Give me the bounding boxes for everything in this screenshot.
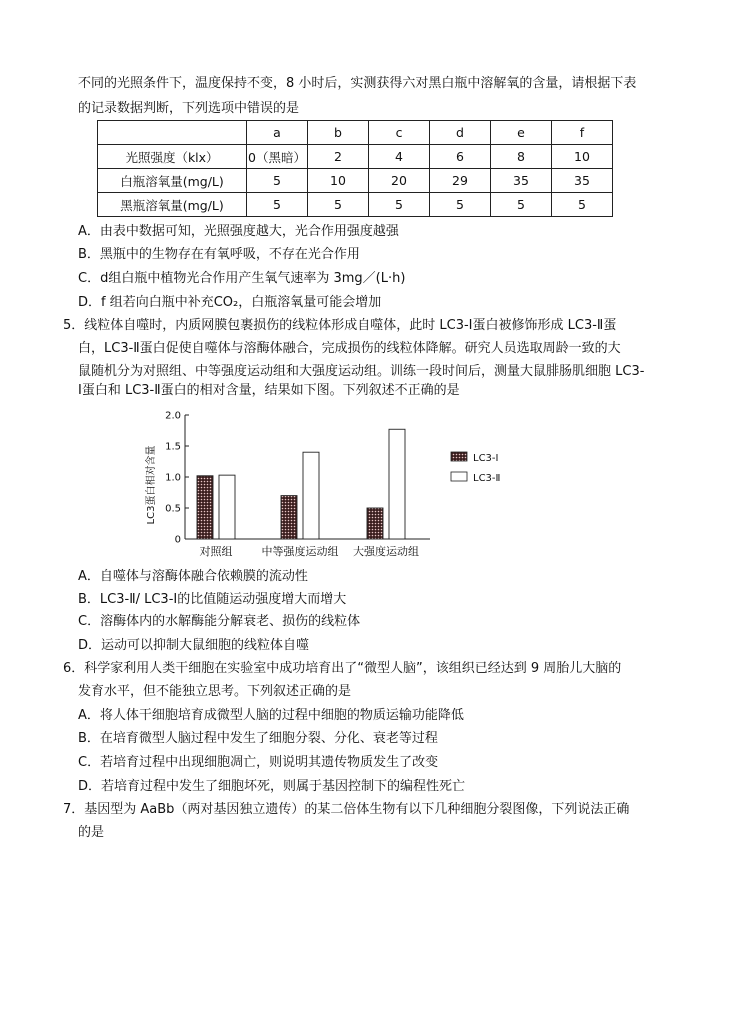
- table-cell: 10: [308, 169, 369, 193]
- legend-swatch-lc3-2: [451, 472, 467, 481]
- table-cell: 10: [552, 145, 613, 169]
- q4-stem-line-2: 的记录数据判断，下列选项中错误的是: [78, 101, 300, 116]
- legend-label-lc3-2: LC3-Ⅱ: [473, 473, 501, 484]
- table-cell: 光照强度（klx）: [98, 145, 247, 169]
- table-cell: 8: [491, 145, 552, 169]
- table-cell: 2: [308, 145, 369, 169]
- bar-lc3-1: [281, 496, 297, 539]
- q7-stem-line-2: 的是: [78, 825, 105, 840]
- table-cell: 5: [369, 193, 430, 217]
- table-row: [98, 145, 613, 169]
- q4-option-d: D．f 组若向白瓶中补充CO₂，白瓶溶氧量可能会增加: [78, 295, 382, 310]
- x-category-label: 对照组: [199, 545, 233, 558]
- q7-stem-line-1: 7．基因型为 AaBb（两对基因独立遗传）的某二倍体生物有以下几种细胞分裂图像，下列说法正确: [63, 802, 630, 817]
- q6-option-c: C．若培育过程中出现细胞凋亡，则说明其遗传物质发生了改变: [78, 755, 439, 770]
- q6-stem-line-1: 6．科学家利用人类干细胞在实验室中成功培育出了“微型人脑”，该组织已经达到 9 周胎儿大脑的: [63, 661, 622, 676]
- table-header-cell: c: [369, 121, 430, 145]
- table-header-cell: a: [247, 121, 308, 145]
- y-tick-label: 1.0: [165, 472, 181, 484]
- bar-lc3-2: [389, 429, 405, 539]
- bar-lc3-2: [303, 452, 319, 539]
- table-cell: 0（黑暗）: [247, 145, 308, 169]
- y-tick-label: 0: [174, 534, 181, 546]
- bar-lc3-1: [367, 508, 383, 539]
- legend-swatch-lc3-1: [451, 452, 467, 461]
- q4-stem-line-1: 不同的光照条件下，温度保持不变，8 小时后，实测获得六对黑白瓶中溶解氧的含量，请根据下表: [78, 76, 637, 91]
- table-cell: 5: [247, 169, 308, 193]
- y-axis-label: LC3蛋白相对含量: [146, 445, 157, 525]
- legend-label-lc3-1: LC3-Ⅰ: [473, 453, 499, 464]
- table-cell: 白瓶溶氧量(mg/L): [98, 169, 247, 193]
- q5-option-b: B．LC3-Ⅱ/ LC3-Ⅰ的比值随运动强度增大而增大: [78, 592, 347, 607]
- table-cell: 5: [491, 193, 552, 217]
- q4-option-c: C．d组白瓶中植物光合作用产生氧气速率为 3mg／(L·h): [78, 271, 406, 286]
- table-header-cell: b: [308, 121, 369, 145]
- table-cell: 黑瓶溶氧量(mg/L): [98, 193, 247, 217]
- q4-option-b: B．黑瓶中的生物存在有氧呼吸，不存在光合作用: [78, 247, 360, 262]
- table-cell: 5: [247, 193, 308, 217]
- table-cell: 5: [308, 193, 369, 217]
- table-header-cell: [98, 121, 247, 145]
- q5-option-a: A．自噬体与溶酶体融合依赖膜的流动性: [78, 569, 308, 584]
- bar-lc3-2: [219, 475, 235, 539]
- lc3-bar-chart: [140, 405, 560, 565]
- table-cell: 35: [552, 169, 613, 193]
- x-category-label: 中等强度运动组: [261, 545, 339, 558]
- q6-option-a: A．将人体干细胞培育成微型人脑的过程中细胞的物质运输功能降低: [78, 708, 464, 723]
- table-cell: 6: [430, 145, 491, 169]
- table-header-cell: d: [430, 121, 491, 145]
- q6-option-d: D．若培育过程中发生了细胞坏死，则属于基因控制下的编程性死亡: [78, 779, 466, 794]
- y-tick-label: 1.5: [165, 441, 181, 453]
- table-header-cell: f: [552, 121, 613, 145]
- table-row: [98, 169, 613, 193]
- q5-stem-line-4: Ⅰ蛋白和 LC3-Ⅱ蛋白的相对含量，结果如下图。下列叙述不正确的是: [78, 383, 460, 398]
- q5-option-d: D．运动可以抑制大鼠细胞的线粒体自噬: [78, 638, 310, 653]
- table-cell: 4: [369, 145, 430, 169]
- table-cell: 20: [369, 169, 430, 193]
- table-cell: 5: [430, 193, 491, 217]
- table-row: [98, 193, 613, 217]
- q5-option-c: C．溶酶体内的水解酶能分解衰老、损伤的线粒体: [78, 614, 361, 629]
- table-header-row: [98, 121, 613, 145]
- y-tick-label: 2.0: [165, 410, 181, 422]
- table-cell: 5: [552, 193, 613, 217]
- q6-option-b: B．在培育微型人脑过程中发生了细胞分裂、分化、衰老等过程: [78, 731, 438, 746]
- q5-stem-line-3: 鼠随机分为对照组、中等强度运动组和大强度运动组。训练一段时间后，测量大鼠腓肠肌细胞 LC3-: [78, 364, 645, 379]
- q4-option-a: A．由表中数据可知，光照强度越大，光合作用强度越强: [78, 224, 399, 239]
- y-tick-label: 0.5: [165, 503, 181, 515]
- q5-stem-line-2: 白，LC3-Ⅱ蛋白促使自噬体与溶酶体融合，完成损伤的线粒体降解。研究人员选取周龄一致的大: [78, 341, 621, 356]
- x-category-label: 大强度运动组: [353, 545, 419, 558]
- table-header-cell: e: [491, 121, 552, 145]
- table-cell: 35: [491, 169, 552, 193]
- q5-stem-line-1: 5．线粒体自噬时，内质网膜包裹损伤的线粒体形成自噬体，此时 LC3-Ⅰ蛋白被修饰形成 LC3-Ⅱ蛋: [63, 318, 617, 333]
- record-table: [97, 120, 613, 217]
- table-cell: 29: [430, 169, 491, 193]
- bar-lc3-1: [197, 476, 213, 539]
- q6-stem-line-2: 发育水平，但不能独立思考。下列叙述正确的是: [78, 684, 352, 699]
